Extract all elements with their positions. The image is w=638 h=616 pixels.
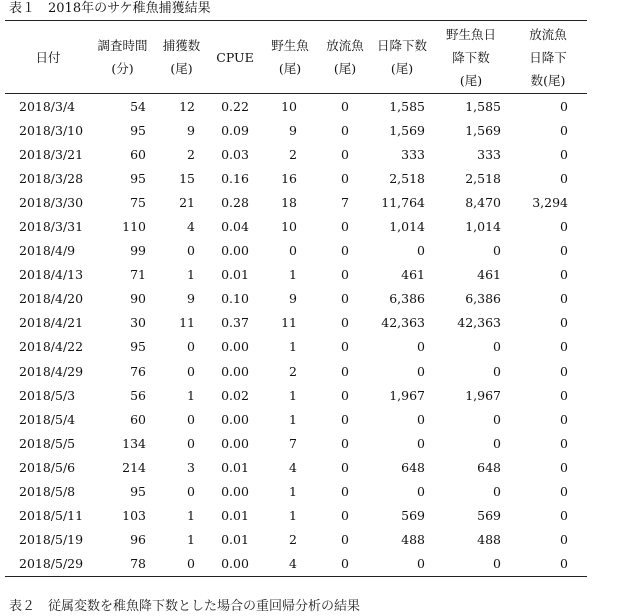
cell-survey-time: 54 bbox=[130, 98, 146, 114]
cell-cpue: 0.01 bbox=[221, 532, 249, 548]
cell-wild: 9 bbox=[289, 291, 297, 307]
cell-survey-time: 90 bbox=[130, 291, 146, 307]
cell-released-daily-down: 3,294 bbox=[532, 194, 568, 210]
cell-wild-daily-down: 488 bbox=[477, 532, 501, 548]
cell-wild-daily-down: 0 bbox=[493, 411, 501, 427]
header-date-line: 日付 bbox=[35, 49, 61, 65]
cell-date: 2018/4/21 bbox=[19, 315, 84, 331]
header-released-line1: 放流魚 bbox=[326, 38, 364, 53]
header-survey-time-line1: 調査時間 bbox=[97, 38, 148, 53]
cell-cpue: 0.02 bbox=[221, 387, 249, 403]
table-row bbox=[5, 480, 587, 504]
cell-released: 0 bbox=[341, 387, 349, 403]
cell-date: 2018/5/4 bbox=[19, 411, 76, 427]
cell-date: 2018/4/29 bbox=[19, 363, 84, 379]
cell-cpue: 0.00 bbox=[221, 556, 249, 572]
cell-catch: 0 bbox=[187, 484, 195, 500]
table-row bbox=[5, 94, 587, 119]
cell-wild-daily-down: 648 bbox=[477, 459, 501, 475]
cell-wild-daily-down: 0 bbox=[493, 484, 501, 500]
table-header bbox=[5, 21, 587, 94]
table-row bbox=[5, 407, 587, 431]
cell-survey-time: 95 bbox=[130, 339, 146, 355]
cell-released: 0 bbox=[341, 459, 349, 475]
cell-released-daily-down: 0 bbox=[560, 291, 568, 307]
header-wild-daily-down-line2: 降下数 bbox=[452, 49, 490, 65]
cell-date: 2018/5/6 bbox=[19, 459, 76, 475]
cell-catch: 0 bbox=[187, 556, 195, 572]
cell-released: 0 bbox=[341, 484, 349, 500]
cell-released-daily-down: 0 bbox=[560, 98, 568, 114]
cell-released: 0 bbox=[341, 122, 349, 138]
cell-wild: 18 bbox=[281, 194, 297, 210]
cell-released: 0 bbox=[341, 363, 349, 379]
cell-daily-down: 461 bbox=[401, 267, 425, 283]
cell-date: 2018/3/31 bbox=[19, 219, 84, 235]
cell-survey-time: 71 bbox=[130, 267, 146, 283]
table-row bbox=[5, 118, 587, 142]
header-wild bbox=[261, 21, 319, 94]
cell-wild: 16 bbox=[281, 170, 297, 186]
cell-released: 0 bbox=[341, 411, 349, 427]
cell-wild: 7 bbox=[289, 435, 297, 451]
cell-catch: 0 bbox=[187, 435, 195, 451]
cell-cpue: 0.22 bbox=[221, 98, 249, 114]
cell-catch: 9 bbox=[187, 122, 195, 138]
table-row bbox=[5, 190, 587, 214]
cell-date: 2018/5/29 bbox=[19, 556, 84, 572]
cell-released-daily-down: 0 bbox=[560, 267, 568, 283]
cell-released: 7 bbox=[341, 194, 349, 210]
cell-date: 2018/5/3 bbox=[19, 387, 76, 403]
cell-wild-daily-down: 1,569 bbox=[465, 122, 501, 138]
cell-daily-down: 0 bbox=[417, 411, 425, 427]
cell-daily-down: 2,518 bbox=[389, 170, 425, 186]
cell-survey-time: 95 bbox=[130, 122, 146, 138]
cell-daily-down: 0 bbox=[417, 339, 425, 355]
header-wild-daily-down-line3: (尾) bbox=[459, 72, 483, 88]
cell-wild-daily-down: 42,363 bbox=[457, 315, 501, 331]
header-released-daily-down bbox=[509, 21, 587, 94]
cell-released-daily-down: 0 bbox=[560, 508, 568, 524]
cell-released: 0 bbox=[341, 339, 349, 355]
cell-wild: 1 bbox=[289, 387, 297, 403]
cell-survey-time: 96 bbox=[130, 532, 146, 548]
cell-cpue: 0.09 bbox=[221, 122, 249, 138]
header-date bbox=[5, 21, 91, 94]
cell-daily-down: 0 bbox=[417, 243, 425, 259]
cell-cpue: 0.00 bbox=[221, 484, 249, 500]
cell-wild-daily-down: 333 bbox=[477, 146, 501, 162]
cell-survey-time: 103 bbox=[122, 508, 146, 524]
cell-wild-daily-down: 0 bbox=[493, 339, 501, 355]
cell-released-daily-down: 0 bbox=[560, 243, 568, 259]
header-released-line2: (尾) bbox=[333, 61, 357, 76]
cell-survey-time: 99 bbox=[130, 243, 146, 259]
cell-daily-down: 333 bbox=[401, 146, 425, 162]
cell-released: 0 bbox=[341, 170, 349, 186]
table-row bbox=[5, 142, 587, 166]
table-row bbox=[5, 239, 587, 263]
table-row bbox=[5, 166, 587, 190]
cell-wild-daily-down: 1,585 bbox=[465, 98, 501, 114]
cell-date: 2018/5/5 bbox=[19, 435, 76, 451]
header-survey-time bbox=[91, 21, 154, 94]
cell-cpue: 0.01 bbox=[221, 508, 249, 524]
cell-daily-down: 0 bbox=[417, 435, 425, 451]
cell-released-daily-down: 0 bbox=[560, 122, 568, 138]
cell-date: 2018/3/4 bbox=[19, 98, 76, 114]
cell-daily-down: 42,363 bbox=[381, 315, 425, 331]
cell-survey-time: 110 bbox=[122, 219, 146, 235]
cell-survey-time: 56 bbox=[130, 387, 146, 403]
cell-wild-daily-down: 1,014 bbox=[465, 219, 501, 235]
cell-survey-time: 78 bbox=[130, 556, 146, 572]
cell-released-daily-down: 0 bbox=[560, 315, 568, 331]
cell-released-daily-down: 0 bbox=[560, 556, 568, 572]
cell-daily-down: 648 bbox=[401, 459, 425, 475]
cell-catch: 12 bbox=[179, 98, 195, 114]
table-row bbox=[5, 383, 587, 407]
cell-wild: 11 bbox=[281, 315, 297, 331]
cell-daily-down: 0 bbox=[417, 556, 425, 572]
table-caption: 表１ 2018年のサケ稚魚捕獲結果 bbox=[9, 1, 211, 16]
cell-cpue: 0.16 bbox=[221, 170, 249, 186]
cell-released-daily-down: 0 bbox=[560, 532, 568, 548]
cell-date: 2018/3/10 bbox=[19, 122, 84, 138]
cell-released: 0 bbox=[341, 291, 349, 307]
cell-wild-daily-down: 6,386 bbox=[465, 291, 501, 307]
cell-cpue: 0.01 bbox=[221, 459, 249, 475]
table-row bbox=[5, 214, 587, 238]
cell-catch: 4 bbox=[187, 219, 195, 235]
cell-catch: 21 bbox=[179, 194, 195, 210]
header-catch bbox=[154, 21, 209, 94]
cell-survey-time: 75 bbox=[130, 194, 146, 210]
cell-daily-down: 1,014 bbox=[389, 219, 425, 235]
header-released bbox=[319, 21, 371, 94]
cell-date: 2018/3/30 bbox=[19, 194, 84, 210]
cell-wild: 9 bbox=[289, 122, 297, 138]
cell-catch: 0 bbox=[187, 339, 195, 355]
cell-cpue: 0.00 bbox=[221, 243, 249, 259]
cell-released-daily-down: 0 bbox=[560, 339, 568, 355]
cell-wild: 1 bbox=[289, 411, 297, 427]
cell-daily-down: 1,585 bbox=[389, 98, 425, 114]
cell-survey-time: 214 bbox=[122, 459, 146, 475]
table-row bbox=[5, 287, 587, 311]
cell-daily-down: 6,386 bbox=[389, 291, 425, 307]
header-catch-line2: (尾) bbox=[170, 61, 193, 76]
cell-survey-time: 60 bbox=[130, 411, 146, 427]
cell-wild: 0 bbox=[289, 243, 297, 259]
cell-daily-down: 1,967 bbox=[389, 387, 425, 403]
cell-cpue: 0.00 bbox=[221, 339, 249, 355]
cell-catch: 3 bbox=[187, 459, 195, 475]
cell-released-daily-down: 0 bbox=[560, 411, 568, 427]
cell-catch: 1 bbox=[187, 532, 195, 548]
header-daily-down-line2: (尾) bbox=[390, 61, 414, 76]
header-cpue bbox=[209, 21, 261, 94]
table-row bbox=[5, 359, 587, 383]
table-row bbox=[5, 528, 587, 552]
cell-date: 2018/5/11 bbox=[19, 508, 84, 524]
cell-released-daily-down: 0 bbox=[560, 219, 568, 235]
cell-wild-daily-down: 0 bbox=[493, 556, 501, 572]
cell-catch: 1 bbox=[187, 267, 195, 283]
table-row bbox=[5, 431, 587, 455]
cell-released: 0 bbox=[341, 267, 349, 283]
cell-released: 0 bbox=[341, 219, 349, 235]
cell-released: 0 bbox=[341, 315, 349, 331]
cell-cpue: 0.37 bbox=[221, 315, 249, 331]
header-daily-down-line1: 日降下数 bbox=[376, 38, 427, 53]
cell-survey-time: 95 bbox=[130, 484, 146, 500]
cell-wild: 1 bbox=[289, 508, 297, 524]
table-row bbox=[5, 311, 587, 335]
cell-wild: 10 bbox=[281, 219, 297, 235]
cell-cpue: 0.00 bbox=[221, 435, 249, 451]
header-wild-daily-down-line1: 野生魚日 bbox=[445, 26, 496, 42]
header-wild-daily-down bbox=[433, 21, 509, 94]
header-wild-line2: (尾) bbox=[278, 61, 302, 76]
table-row bbox=[5, 504, 587, 528]
cell-wild: 2 bbox=[289, 363, 297, 379]
cell-date: 2018/4/20 bbox=[19, 291, 84, 307]
cell-catch: 0 bbox=[187, 243, 195, 259]
cell-released: 0 bbox=[341, 146, 349, 162]
cell-released-daily-down: 0 bbox=[560, 484, 568, 500]
cell-released-daily-down: 0 bbox=[560, 363, 568, 379]
table-row bbox=[5, 455, 587, 479]
cell-released-daily-down: 0 bbox=[560, 459, 568, 475]
cell-survey-time: 30 bbox=[130, 315, 146, 331]
cell-date: 2018/4/13 bbox=[19, 267, 84, 283]
header-catch-line1: 捕獲数 bbox=[162, 38, 201, 53]
cell-daily-down: 11,764 bbox=[381, 194, 425, 210]
header-daily-down bbox=[371, 21, 433, 94]
cell-wild-daily-down: 8,470 bbox=[465, 194, 501, 210]
cell-wild: 1 bbox=[289, 339, 297, 355]
cell-released: 0 bbox=[341, 243, 349, 259]
cell-wild: 2 bbox=[289, 532, 297, 548]
cell-date: 2018/5/19 bbox=[19, 532, 84, 548]
cell-cpue: 0.28 bbox=[221, 194, 249, 210]
table-body bbox=[5, 94, 587, 577]
cell-released-daily-down: 0 bbox=[560, 435, 568, 451]
cell-catch: 0 bbox=[187, 363, 195, 379]
cell-wild: 1 bbox=[289, 484, 297, 500]
header-released-daily-down-line3: 数(尾) bbox=[530, 72, 566, 88]
cell-date: 2018/4/9 bbox=[19, 243, 76, 259]
cell-date: 2018/5/8 bbox=[19, 484, 76, 500]
cell-catch: 1 bbox=[187, 508, 195, 524]
cell-catch: 9 bbox=[187, 291, 195, 307]
cell-cpue: 0.04 bbox=[221, 219, 249, 235]
cell-wild: 2 bbox=[289, 146, 297, 162]
table-row bbox=[5, 263, 587, 287]
cell-catch: 11 bbox=[179, 315, 195, 331]
cell-daily-down: 0 bbox=[417, 363, 425, 379]
cell-cpue: 0.03 bbox=[221, 146, 249, 162]
cell-survey-time: 134 bbox=[122, 435, 146, 451]
table-row bbox=[5, 552, 587, 577]
cell-survey-time: 76 bbox=[130, 363, 146, 379]
cell-cpue: 0.01 bbox=[221, 267, 249, 283]
cell-released: 0 bbox=[341, 435, 349, 451]
catch-results-table bbox=[5, 20, 587, 577]
header-wild-line1: 野生魚 bbox=[271, 38, 309, 53]
cell-released-daily-down: 0 bbox=[560, 146, 568, 162]
cell-wild-daily-down: 0 bbox=[493, 243, 501, 259]
cell-catch: 2 bbox=[187, 146, 195, 162]
cell-wild: 1 bbox=[289, 267, 297, 283]
header-released-daily-down-line2: 日降下 bbox=[529, 49, 567, 65]
cell-released: 0 bbox=[341, 508, 349, 524]
cell-released: 0 bbox=[341, 532, 349, 548]
header-survey-time-line2: (分) bbox=[111, 61, 134, 76]
cell-daily-down: 0 bbox=[417, 484, 425, 500]
cell-cpue: 0.00 bbox=[221, 411, 249, 427]
cell-wild: 4 bbox=[289, 556, 297, 572]
table-row bbox=[5, 335, 587, 359]
cell-catch: 0 bbox=[187, 411, 195, 427]
cell-daily-down: 488 bbox=[401, 532, 425, 548]
cell-catch: 15 bbox=[179, 170, 195, 186]
cell-daily-down: 1,569 bbox=[389, 122, 425, 138]
header-cpue-line: CPUE bbox=[216, 49, 254, 65]
cell-date: 2018/3/28 bbox=[19, 170, 84, 186]
cell-wild: 10 bbox=[281, 98, 297, 114]
cell-survey-time: 60 bbox=[130, 146, 146, 162]
cell-released: 0 bbox=[341, 556, 349, 572]
cell-wild-daily-down: 2,518 bbox=[465, 170, 501, 186]
header-released-daily-down-line1: 放流魚 bbox=[529, 26, 567, 42]
cell-released-daily-down: 0 bbox=[560, 170, 568, 186]
cell-daily-down: 569 bbox=[401, 508, 425, 524]
cell-released: 0 bbox=[341, 98, 349, 114]
cell-wild-daily-down: 569 bbox=[477, 508, 501, 524]
cell-cpue: 0.00 bbox=[221, 363, 249, 379]
cell-cpue: 0.10 bbox=[221, 291, 249, 307]
cell-survey-time: 95 bbox=[130, 170, 146, 186]
cell-wild-daily-down: 0 bbox=[493, 435, 501, 451]
cell-wild: 4 bbox=[289, 459, 297, 475]
cell-released-daily-down: 0 bbox=[560, 387, 568, 403]
cell-catch: 1 bbox=[187, 387, 195, 403]
next-table-caption: 表２ 従属変数を稚魚降下数とした場合の重回帰分析の結果 bbox=[9, 599, 361, 614]
cell-wild-daily-down: 1,967 bbox=[465, 387, 501, 403]
cell-date: 2018/3/21 bbox=[19, 146, 84, 162]
cell-wild-daily-down: 461 bbox=[477, 267, 501, 283]
cell-wild-daily-down: 0 bbox=[493, 363, 501, 379]
cell-date: 2018/4/22 bbox=[19, 339, 84, 355]
